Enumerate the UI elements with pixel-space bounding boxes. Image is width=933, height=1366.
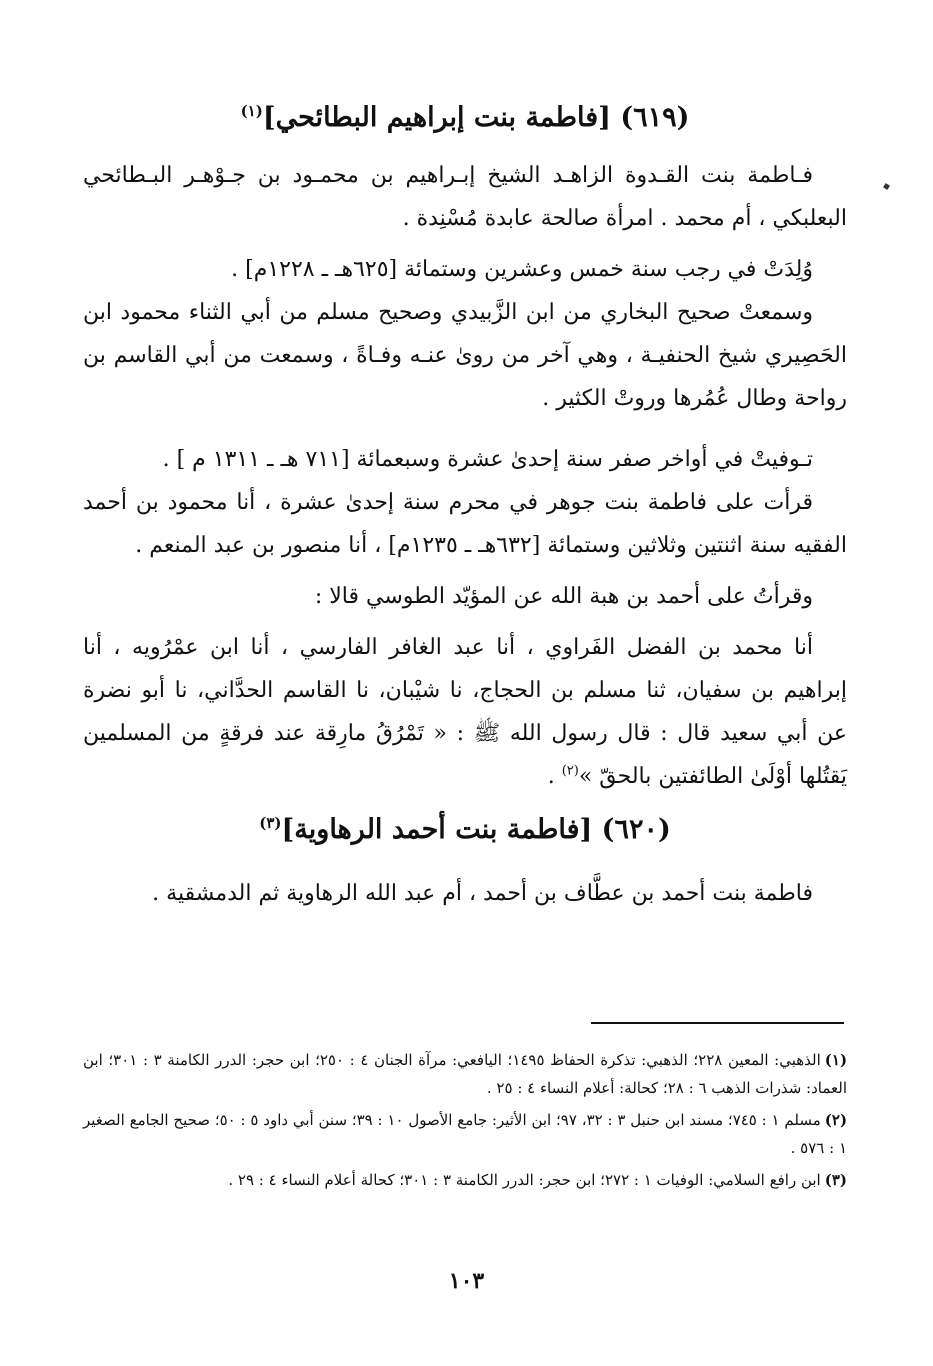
paragraph-reading: قرأت على فاطمة بنت جوهر في محرم سنة إحدىٰ عشرة ، أنا محمود بن أحمد الفقيه سنة اثنتين وثلاثين وستمائة [٦٣٢هـ ـ ١٢٣٥م] ، أنا منصور بن عبد المنعم .: [83, 490, 847, 558]
entry-heading-620: [83, 804, 847, 856]
footnote-3: [83, 1166, 847, 1194]
footnote-text: الذهبي: المعين ٢٢٨؛ الذهبي: تذكرة الحفاظ ١٤٩٥؛ اليافعي: مرآة الجنان ٤ : ٢٥٠؛ ابن حجر: الدرر الكامنة ٣ : ٣٠١؛ ابن العماد: شذرات الذهب ٦ : ٢٨؛ كحالة: أعلام النساء ٤ : ٢٥ .: [83, 1051, 847, 1097]
page-number: ١٠٣: [448, 1268, 485, 1294]
paragraph-reading-2: وقرأتُ على أحمد بن هبة الله عن المؤيّد الطوسي قالا :: [314, 584, 813, 609]
entry-heading-text: (٦١٩) [فاطمة بنت إبراهيم البطائحي]: [262, 102, 690, 133]
paragraph-bio: فـاطمة بنت القـدوة الزاهـد الشيخ إبـراهيم بن محمـود بن جـوْهـر البـطائحي البعلبكي ، أم محمد . امرأة صالحة عابدة مُسْنِدة .: [83, 163, 847, 231]
footnote-text: مسلم ١ : ٧٤٥؛ مسند ابن حنبل ٣ : ٣٢، ٩٧؛ ابن الأثير: جامع الأصول ١٠ : ٣٩؛ سنن أبي داود ٥ : ٥٠؛ صحيح الجامع الصغير ١ : ٥٧٦ .: [83, 1111, 847, 1157]
paragraph-birth: وُلِدَتْ في رجب سنة خمس وعشرين وستمائة [٦٢٥هـ ـ ١٢٢٨م] .: [231, 257, 813, 282]
paragraph-studies: وسمعتْ صحيح البخاري من ابن الزَّبيدي وصحيح مسلم من أبي الثناء محمود ابن الحَصِيري شيخ الحنفيـة ، وهي آخر من روىٰ عنـه وفـاةً ، وسمعت من أبي القاسم بن رواحة وطال عُمُرها وروتْ الكثير .: [83, 300, 847, 411]
paragraph-bio-620: فاطمة بنت أحمد بن عطَّاف بن أحمد ، أم عبد الله الرهاوية ثم الدمشقية .: [152, 881, 813, 906]
footnote-number: (١): [824, 1051, 848, 1069]
footnote-ref-2: (٢): [561, 763, 579, 779]
hadith-end: .: [547, 764, 562, 789]
footnote-divider: [591, 1022, 844, 1024]
footnote-1: [83, 1046, 847, 1102]
hadith-text: أنا محمد بن الفضل الفَراوي ، أنا عبد الغافر الفارسي ، أنا ابن عمْرُويه ، أنا إبراهيم بن سفيان، ثنا مسلم بن الحجاج، نا شيْبان، نا القاسم الحدَّاني، نا أبو نضرة عن أبي سعيد قال : قال رسول الله ﷺ : « تَمْرُقُ مارِقة عند فرقةٍ من المسلمين يَقتُلها أوْلَىٰ الطائفتين بالحقّ »: [83, 635, 847, 789]
entry-heading-619: [83, 92, 847, 144]
footnote-text: ابن رافع السلامي: الوفيات ١ : ٢٧٢؛ ابن حجر: الدرر الكامنة ٣ : ٣٠١؛ كحالة أعلام النساء ٤ : ٢٩ .: [228, 1171, 821, 1189]
footnote-2: [83, 1106, 847, 1162]
footnote-number: (٣): [824, 1171, 847, 1189]
footnotes: [83, 1046, 847, 1198]
footnote-ref-3: (٣): [259, 814, 282, 832]
main-text: [83, 92, 847, 915]
paragraph-death: تـوفيتْ في أواخر صفر سنة إحدىٰ عشرة وسبعمائة [٧١١ هـ ـ ١٣١١ م ] .: [162, 447, 813, 472]
footnote-ref-1: (١): [240, 102, 263, 120]
entry-heading-text: (٦٢٠) [فاطمة بنت أحمد الرهاوية]: [281, 814, 671, 845]
footnote-number: (٢): [824, 1111, 848, 1129]
paragraph-hadith: [83, 626, 847, 798]
stray-ink-mark: [883, 183, 890, 190]
